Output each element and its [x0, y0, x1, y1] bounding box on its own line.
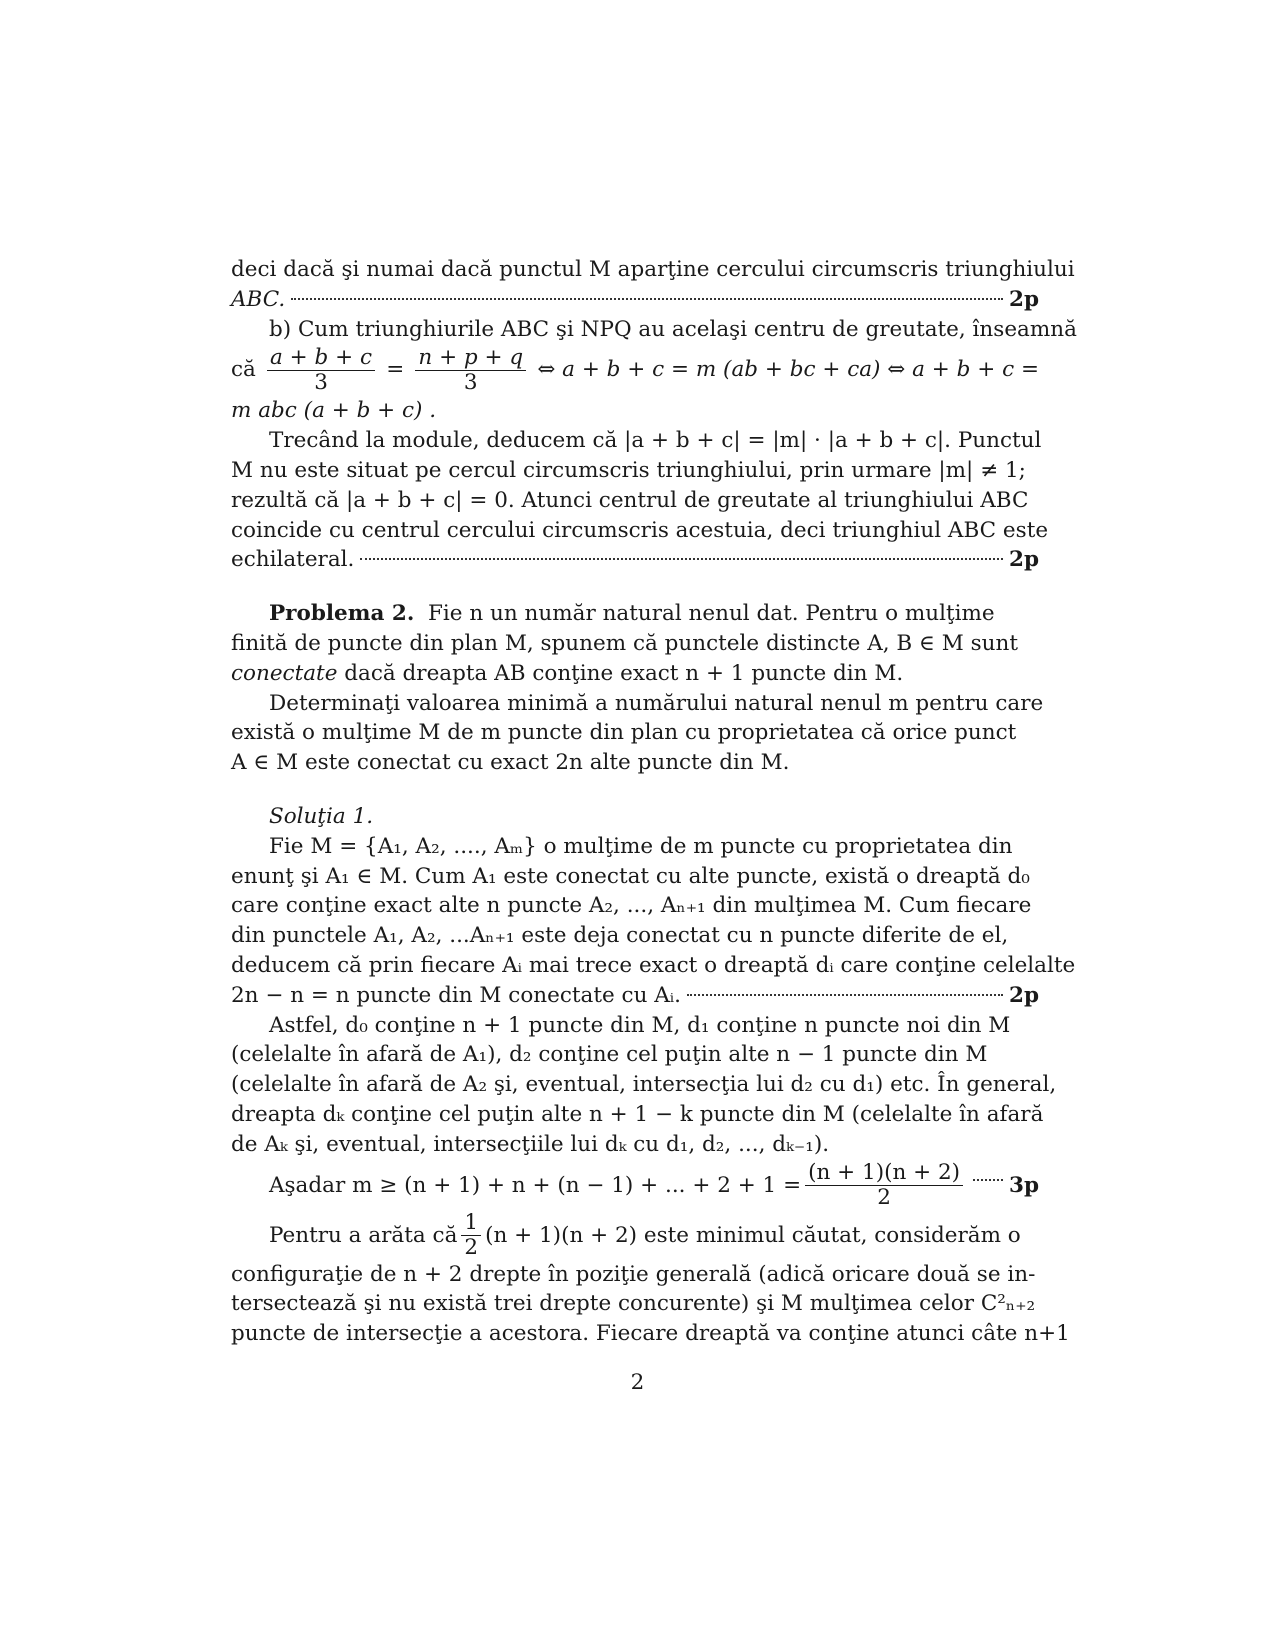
text-line: M nu este situat pe cercul circumscris triunghiului, prin urmare |m| ≠ 1;: [231, 457, 1026, 483]
text-line: finită de puncte din plan M, spunem că punctele distincte A, B ∈ M sunt: [231, 630, 1019, 656]
text-line: Trecând la module, deducem că |a + b + c| = |m| · |a + b + c|. Punctul: [269, 428, 1042, 454]
fraction: $\frac{a + b + c}{3}$: [267, 346, 375, 395]
fraction: $\frac{(n + 1)(n + 2)}{2}$: [805, 1161, 963, 1210]
solution-title: Soluţia 1.: [269, 803, 374, 829]
text-line: (celelalte în afară de A₁), d₂ conţine cel puţin alte n − 1 puncte din M: [231, 1042, 988, 1068]
score-points: 2p: [1009, 547, 1039, 573]
fraction: $\frac{1}{2}$: [461, 1211, 481, 1260]
text-line: deci dacă şi numai dacă punctul M aparţine cercului circumscris triunghiului: [231, 257, 1075, 282]
equation-line: Aşadar m ≥ (n + 1) + n + (n − 1) + ... + 2 + 1 = $\frac{(n + 1)(n + 2)}{2}$ 3p: [269, 1160, 1039, 1211]
text-line: deducem că prin fiecare Aᵢ mai trece exact o dreaptă dᵢ care conţine celelalte: [231, 952, 1076, 978]
text-line: echilateral. 2p: [231, 545, 1039, 575]
text-line: există o mulţime M de m puncte din plan cu proprietatea că orice punct: [231, 720, 1017, 746]
text-line: ABC. 2p: [231, 285, 1039, 315]
text-line: coincide cu centrul cercului circumscris acestuia, deci triunghiul ABC este: [231, 517, 1049, 543]
text-line: care conţine exact alte n puncte A₂, ..., Aₙ₊₁ din mulţimea M. Cum fiecare: [231, 893, 1032, 919]
text-line: rezultă că |a + b + c| = 0. Atunci centrul de greutate al triunghiului ABC: [231, 487, 1029, 513]
text-line: 2n − n = n puncte din M conectate cu Aᵢ. 2p: [231, 981, 1039, 1011]
text-line: tersectează şi nu există trei drepte concurente) şi M mulţimea celor C²ₙ₊₂: [231, 1291, 1036, 1317]
text-line: puncte de intersecţie a acestora. Fiecare dreaptă va conţine atunci câte n+1: [231, 1321, 1070, 1347]
dot-leader: [973, 1179, 1003, 1181]
document-body: [231, 255, 1077, 1349]
dot-leader: [687, 994, 1003, 996]
text-line: Astfel, d₀ conţine n + 1 puncte din M, d₁ conţine n puncte noi din M: [269, 1012, 1011, 1038]
fraction: $\frac{n + p + q}{3}$: [415, 346, 526, 395]
text-line: (celelalte în afară de A₂ şi, eventual, intersecţia lui d₂ cu d₁) etc. În general,: [231, 1072, 1057, 1098]
equation-line: Pentru a arăta că $\frac{1}{2}$ (n + 1)(n + 2) este minimul căutat, considerăm o: [269, 1210, 1021, 1261]
text-line: enunţ şi A₁ ∈ M. Cum A₁ este conectat cu alte puncte, există o dreaptă d₀: [231, 863, 1030, 889]
text-line: Fie M = {A₁, A₂, ...., Aₘ} o mulţime de m puncte cu proprietatea din: [269, 833, 1013, 859]
text-line: A ∈ M este conectat cu exact 2n alte puncte din M.: [231, 750, 790, 776]
text-line: Determinaţi valoarea minimă a numărului natural nenul m pentru care: [269, 690, 1044, 716]
problem-heading: Problema 2.: [269, 601, 415, 627]
text-line: Problema 2. Fie n un număr natural nenul dat. Pentru o mulţime: [231, 599, 1039, 629]
text-line: configuraţie de n + 2 drepte în poziţie generală (adică oricare două se in-: [231, 1261, 1036, 1287]
score-points: 2p: [1009, 982, 1039, 1008]
score-points: 3p: [1009, 1172, 1039, 1198]
text-line: din punctele A₁, A₂, ...Aₙ₊₁ este deja conectat cu n puncte diferite de el,: [231, 923, 1009, 949]
score-points: 2p: [1009, 286, 1039, 312]
dot-leader: [360, 558, 1003, 560]
text-line: dreapta dₖ conţine cel puţin alte n + 1 − k puncte din M (celelalte în afară: [231, 1101, 1044, 1127]
text-line: m abc (a + b + c) .: [231, 398, 437, 424]
dot-leader: [291, 298, 1003, 300]
page-number: 2: [630, 1370, 645, 1395]
text-line: de Aₖ şi, eventual, intersecţiile lui dₖ cu d₁, d₂, ..., dₖ₋₁).: [231, 1131, 830, 1157]
equation-line: că $\frac{a + b + c}{3}$ = $\frac{n + p + q}{3}$ ⇔ a + b + c = m (ab + bc + ca) ⇔ a + b + c =: [231, 344, 1039, 395]
text-line: conectate dacă dreapta AB conţine exact n + 1 puncte din M.: [231, 660, 904, 686]
text-line: b) Cum triunghiurile ABC şi NPQ au acelaşi centru de greutate, înseamnă: [269, 316, 1077, 342]
